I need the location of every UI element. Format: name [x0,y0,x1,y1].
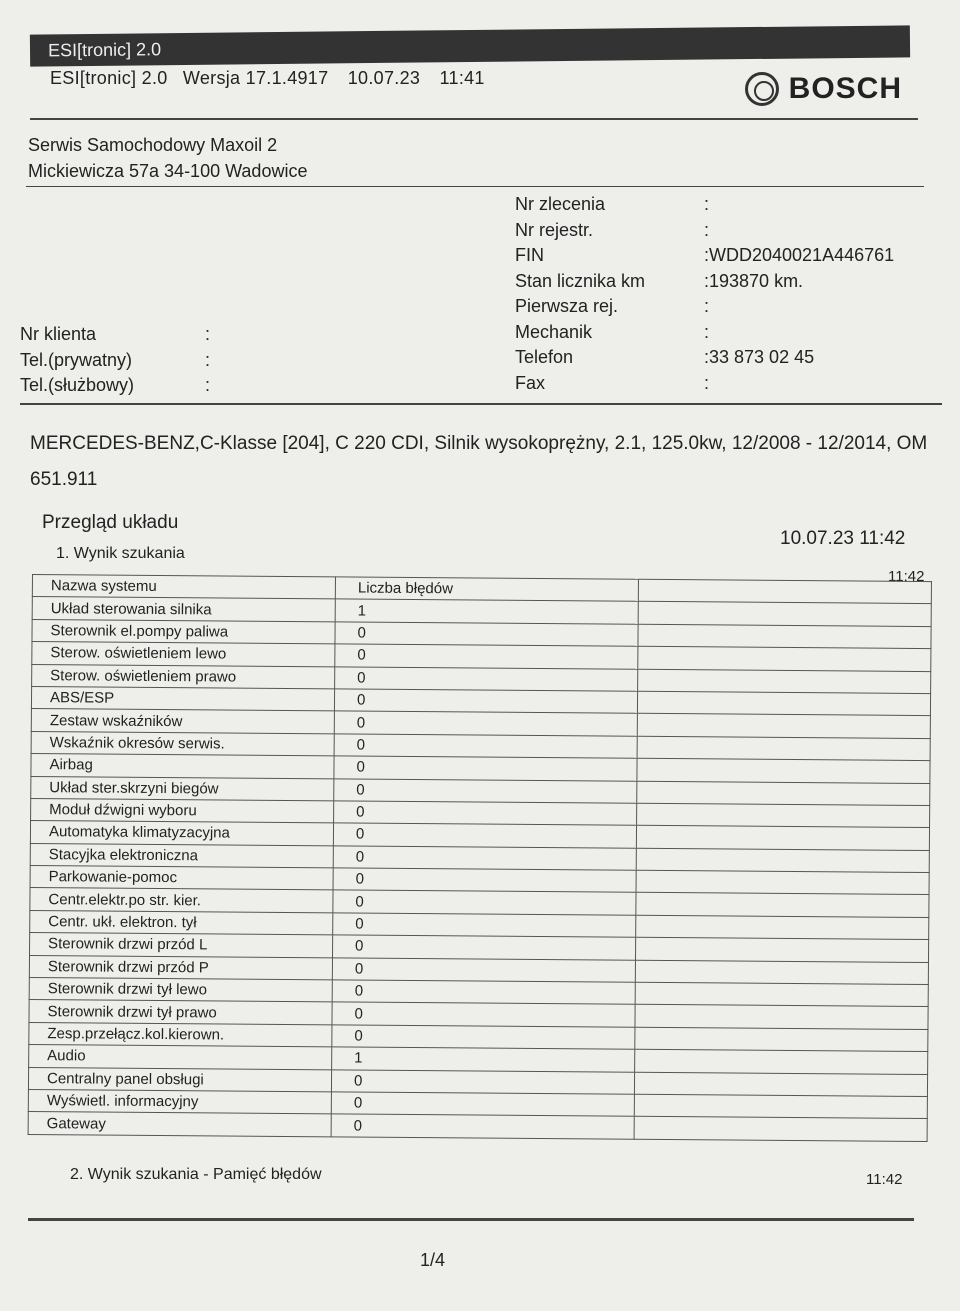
error-count-cell: 0 [332,980,635,1005]
error-count-cell: 1 [332,1047,635,1072]
info-value: : [704,296,710,316]
blank-cell [637,736,930,761]
page-number: 1/4 [420,1250,446,1270]
error-count-cell: 0 [335,666,638,691]
brand-logo [745,72,902,106]
info-row [515,345,894,371]
info-row [515,269,894,295]
system-name-cell: Gateway [28,1112,331,1137]
info-value: : [704,321,710,342]
header-info [50,68,485,89]
title-bar [30,25,910,66]
app-name: ESI[tronic] 2.0 [50,68,168,88]
customer-value: : [205,349,211,370]
info-label: FIN [515,245,544,265]
info-label: Telefon [515,347,574,367]
overview-title: Przegląd układu [42,512,179,533]
blank-cell [636,848,929,873]
error-count-cell: 0 [333,868,636,893]
customer-value: : [205,324,211,344]
error-count-cell: 0 [334,734,637,759]
system-name-cell: Zesp.przełącz.kol.kierown. [29,1022,332,1047]
error-count-cell: 0 [334,801,637,826]
blank-cell [638,624,931,649]
blank-cell [635,982,928,1007]
system-table [28,574,932,1142]
error-count-cell: 0 [333,846,636,871]
system-name-cell: Sterow. oświetleniem lewo [32,642,335,667]
info-row [515,371,894,397]
system-name-cell: Centr.elektr.po str. kier. [30,888,333,913]
order-info [515,192,894,396]
company-block [28,132,307,184]
blank-cell [636,826,929,851]
company-name: Serwis Samochodowy Maxoil 2 [28,135,278,155]
error-count-cell: 0 [334,756,637,781]
system-name-cell: Centr. ukł. elektron. tył [30,910,333,935]
blank-cell [637,714,930,739]
customer-info [20,322,210,399]
customer-label: Nr klienta [20,324,97,344]
system-name-cell: Centralny panel obsługi [28,1067,331,1092]
error-count-cell: 0 [335,644,638,669]
info-value: :193870 km. [704,270,804,291]
bosch-armature-icon [745,72,779,106]
error-count-cell: 0 [333,890,636,915]
customer-row [20,322,210,348]
error-count-cell: 0 [331,1092,634,1117]
blank-cell [635,1005,928,1030]
info-label: Stan licznika km [515,270,646,291]
blank-cell [634,1117,927,1142]
app-version: Wersja 17.1.4917 [182,68,329,88]
error-count-cell: 0 [333,913,636,938]
system-name-cell: Sterownik drzwi tył prawo [29,1000,332,1025]
blank-cell [635,1027,928,1052]
blank-cell [637,758,930,783]
system-name-cell: Automatyka klimatyzacyjna [30,821,333,846]
error-count-cell: 0 [332,958,635,983]
system-name-cell: Sterownik drzwi przód P [29,955,332,980]
header-divider [30,118,918,120]
error-count-cell: 0 [332,1025,635,1050]
customer-value: : [205,375,211,395]
info-value: : [704,219,710,240]
section1-title: 1. Wynik szukania [56,545,185,562]
info-row [515,243,894,269]
info-row [515,192,894,218]
info-row [515,294,894,320]
error-count-cell: 1 [335,599,638,624]
vehicle-description: MERCEDES-BENZ,C-Klasse [204], C 220 CDI, Silnik wysokoprężny, 2.1, 125.0kw, 12/2008 - 12/2014, OM 651.911 [30,433,928,490]
info-value: :WDD2040021A446761 [704,245,895,265]
system-name-cell: Układ ster.skrzyni biegów [31,776,334,801]
customer-divider [20,403,942,405]
system-name-cell: Zestaw wskaźników [31,709,334,734]
error-count-cell: 0 [333,823,636,848]
info-label: Pierwsza rej. [515,296,619,316]
system-name-cell: Sterownik el.pompy paliwa [32,619,335,644]
print-time: 11:41 [439,68,485,88]
blank-cell [638,646,931,671]
customer-label: Tel.(prywatny) [20,349,133,370]
section2-time: 11:42 [866,1171,903,1188]
info-value: : [704,372,710,393]
system-name-cell: Sterow. oświetleniem prawo [32,664,335,689]
title-bar-text: ESI[tronic] 2.0 [47,39,162,61]
blank-cell [635,938,928,963]
brand-name: BOSCH [788,72,902,105]
blank-cell [638,669,931,694]
overview-date: 10.07.23 11:42 [780,528,906,549]
print-date: 10.07.23 [347,68,421,88]
header-error-count: Liczba błędów [335,577,638,602]
system-name-cell: ABS/ESP [31,686,334,711]
system-name-cell: Parkowanie-pomoc [30,866,333,891]
blank-cell [636,915,929,940]
error-count-cell: 0 [334,689,637,714]
error-count-cell: 0 [331,1114,634,1139]
info-label: Fax [515,372,546,393]
blank-cell [638,602,931,627]
section2-title: 2. Wynik szukania - Pamięć błędów [70,1166,322,1183]
customer-row [20,348,210,374]
info-label: Nr rejestr. [515,219,594,240]
blank-cell [634,1094,927,1119]
info-row [515,218,894,244]
header-system-name: Nazwa systemu [32,575,335,600]
blank-cell [635,1049,928,1074]
info-value: :33 873 02 45 [704,347,815,367]
company-address: Mickiewicza 57a 34-100 Wadowice [28,161,308,181]
error-count-cell: 0 [334,778,637,803]
info-row [515,320,894,346]
error-count-cell: 0 [334,711,637,736]
info-value: : [704,194,710,214]
blank-cell [637,803,930,828]
customer-row [20,373,210,399]
blank-cell [636,893,929,918]
company-divider [26,186,924,187]
system-name-cell: Audio [29,1045,332,1070]
error-count-cell: 0 [332,935,635,960]
section1-time: 11:42 [888,568,925,585]
customer-label: Tel.(służbowy) [20,375,135,395]
system-name-cell: Airbag [31,754,334,779]
blank-cell [637,781,930,806]
system-name-cell: Wskaźnik okresów serwis. [31,731,334,756]
error-count-cell: 0 [335,622,638,647]
system-name-cell: Układ sterowania silnika [32,597,335,622]
system-name-cell: Sterownik drzwi tył lewo [29,978,332,1003]
blank-cell [634,1072,927,1097]
error-count-cell: 0 [331,1069,634,1094]
blank-cell [635,960,928,985]
blank-cell [636,870,929,895]
footer-divider [28,1218,914,1221]
blank-cell [637,691,930,716]
info-label: Mechanik [515,321,593,342]
system-name-cell: Moduł dźwigni wyboru [31,798,334,823]
header-blank [638,579,931,604]
system-name-cell: Wyświetl. informacyjny [28,1089,331,1114]
system-name-cell: Stacyjka elektroniczna [30,843,333,868]
info-label: Nr zlecenia [515,194,606,214]
system-name-cell: Sterownik drzwi przód L [30,933,333,958]
error-count-cell: 0 [332,1002,635,1027]
